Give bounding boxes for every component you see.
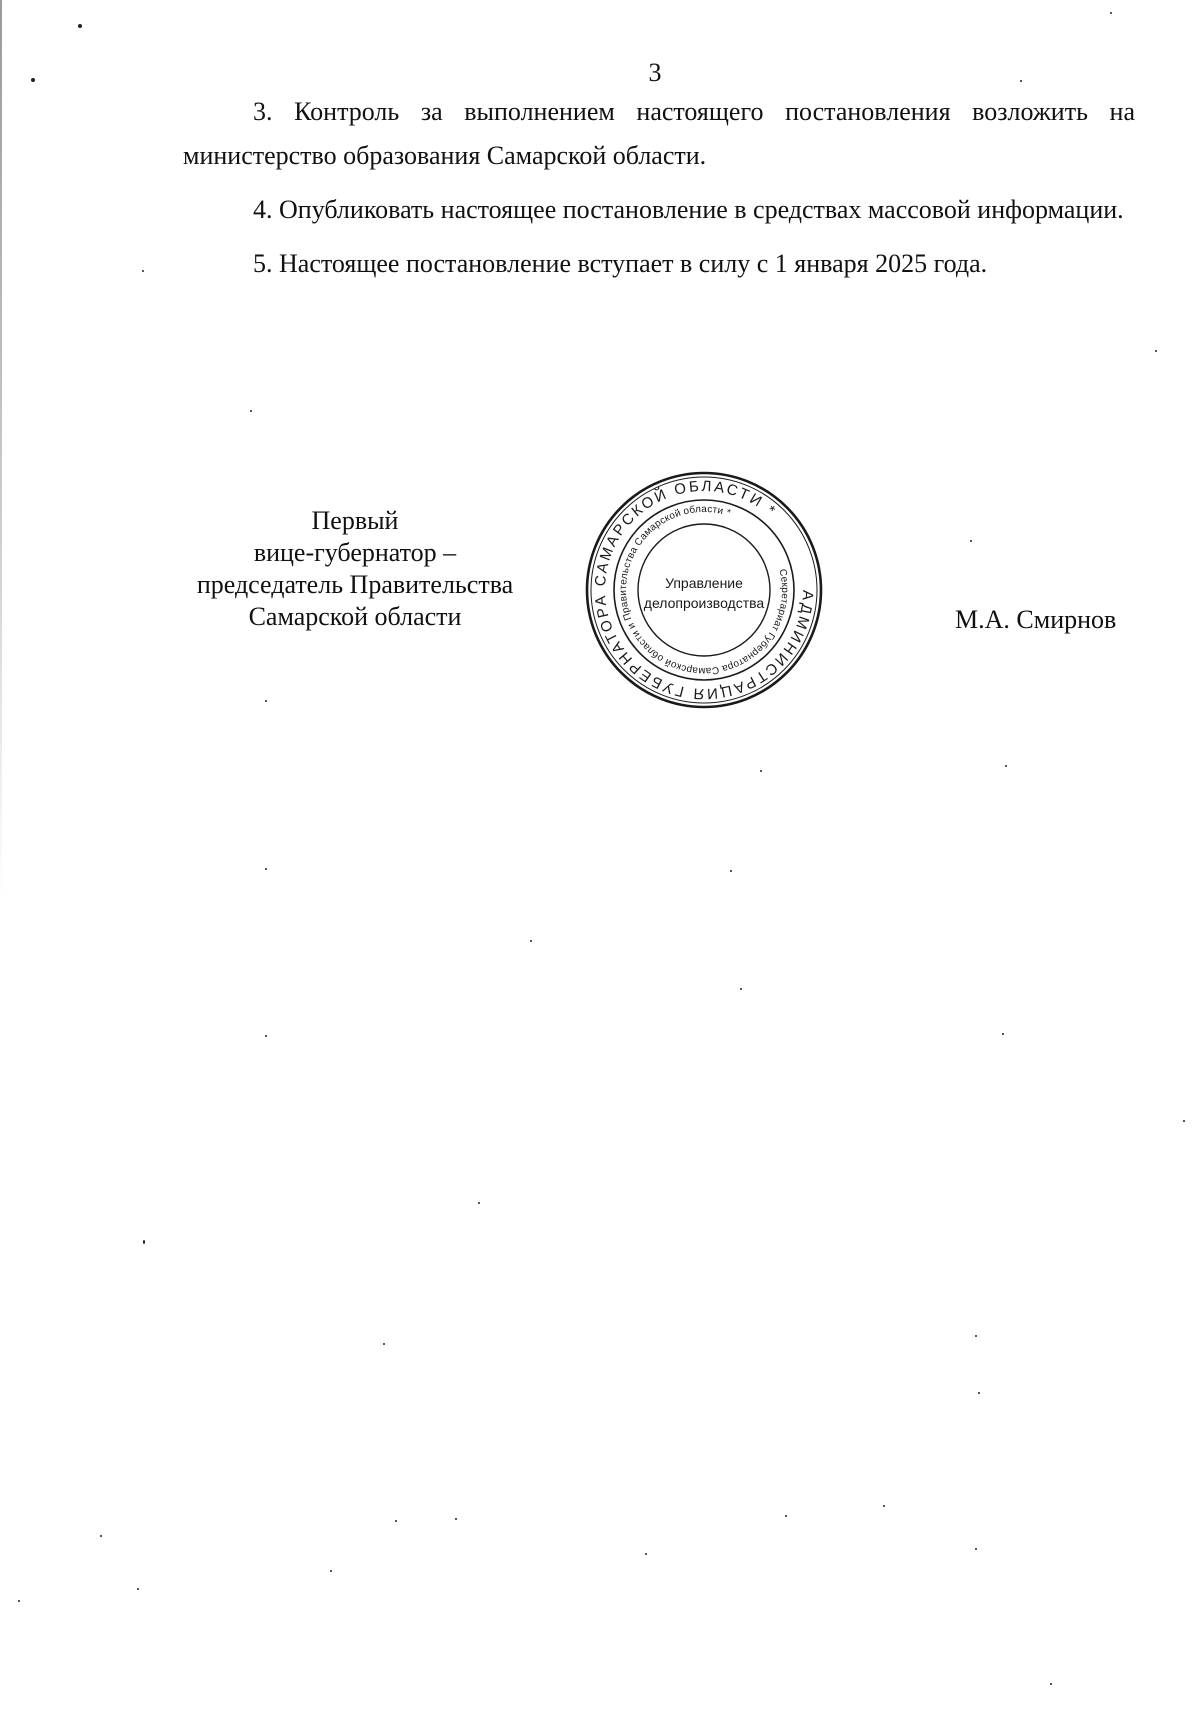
scan-edge-shadow [0, 0, 2, 900]
scan-speck [975, 1548, 977, 1550]
seal-outer-text: АДМИНИСТРАЦИЯ ГУБЕРНАТОРА САМАРСКОЙ ОБЛАСТИ * [591, 477, 817, 703]
scan-speck [1005, 765, 1007, 767]
paragraph-publish: 4. Опубликовать настоящее постановление в средствах массовой информации. [253, 195, 1124, 224]
scan-speck [100, 1535, 102, 1537]
scan-speck [265, 1035, 267, 1037]
scan-speck [1110, 12, 1112, 14]
scan-speck [137, 1588, 139, 1590]
paragraph-effective-date: 5. Настоящее постановление вступает в силу с 1 января 2025 года. [253, 249, 988, 278]
document-body [183, 90, 1135, 296]
scan-speck [330, 1570, 332, 1572]
scan-speck [1155, 350, 1157, 352]
scan-speck [1050, 1683, 1052, 1685]
page-number: 3 [648, 58, 662, 87]
scan-speck [645, 1553, 647, 1555]
scan-speck [31, 78, 35, 82]
scan-speck [530, 940, 532, 942]
scan-speck [730, 870, 732, 872]
position-line: Самарской области [248, 602, 462, 631]
scan-speck [740, 988, 742, 990]
scan-speck [455, 1518, 457, 1520]
scan-speck [883, 1505, 885, 1507]
scan-speck [265, 868, 267, 870]
scan-speck [18, 1600, 20, 1602]
scan-speck [142, 270, 144, 272]
scan-speck [265, 700, 267, 702]
paragraph-control: 3. Контроль за выполнением настоящего постановления возложить на министерство образования Самарской области. [183, 97, 1135, 170]
scan-speck [478, 1202, 480, 1204]
seal-center-line-2: делопроизводства [643, 595, 765, 611]
scan-speck [1002, 1033, 1004, 1035]
scan-speck [975, 1335, 977, 1337]
signer-name: М.А. Смирнов [955, 605, 1117, 634]
scan-speck [760, 770, 762, 772]
scan-speck [383, 1343, 385, 1345]
position-line: Первый [311, 506, 399, 535]
scan-speck [785, 1515, 787, 1517]
signatory-position [170, 505, 540, 633]
scan-speck [978, 1392, 980, 1394]
scan-speck [143, 1240, 145, 1244]
official-seal [584, 470, 824, 710]
scan-speck [395, 1520, 397, 1522]
scan-speck [78, 24, 82, 28]
scan-speck [1183, 1120, 1185, 1122]
seal-center-line-1: Управление [665, 575, 743, 591]
position-line: вице-губернатор – [253, 538, 457, 567]
seal-inner-text: Секретариат Губернатора Самарской области и Правительства Самарской области * [617, 503, 791, 677]
scan-speck [250, 410, 252, 412]
scan-speck [1020, 80, 1022, 82]
position-line: председатель Правительства [196, 570, 514, 599]
scan-speck [970, 540, 972, 542]
